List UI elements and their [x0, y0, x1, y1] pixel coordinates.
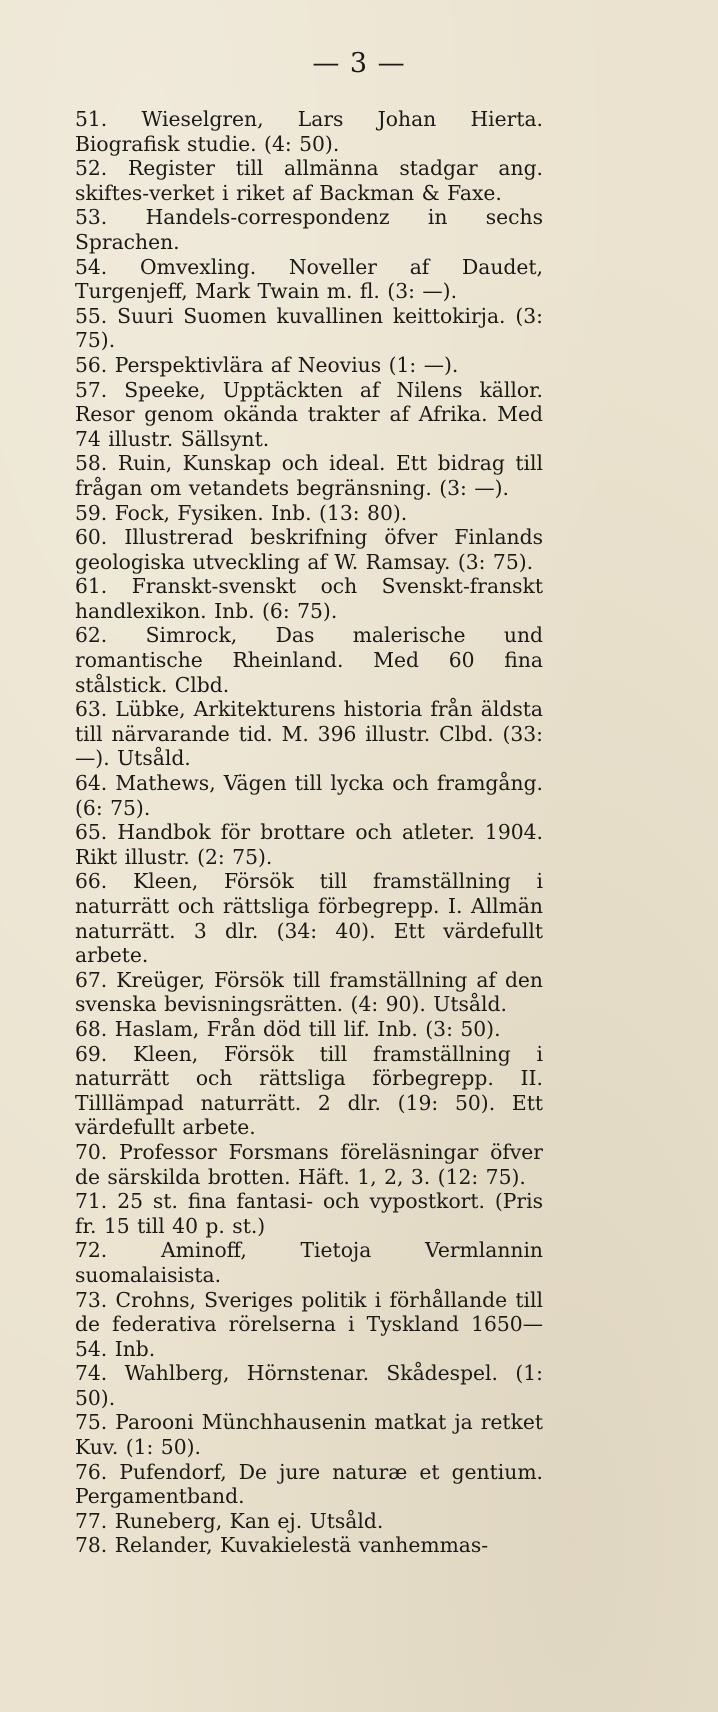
entry-number: 68. [75, 1016, 108, 1041]
entry-number: 73. [75, 1287, 108, 1312]
entry-text: Kleen, Försök till framställning i naturrätt och rättsliga förbegrepp. II. Tilllämpad naturrätt. 2 dlr. (19: 50). Ett värdefullt arbete. [75, 1041, 543, 1140]
entry-number: 66. [75, 869, 108, 894]
entry-number: 74. [75, 1361, 108, 1386]
catalog-entry [75, 378, 543, 452]
catalog-entry [75, 697, 543, 771]
catalog-entry [75, 525, 543, 574]
entry-text: Speeke, Upptäckten af Nilens källor. Resor genom okända trakter af Afrika. Med 74 illustr. Sällsynt. [75, 377, 543, 451]
catalog-entry [75, 1017, 543, 1042]
catalog-entry [75, 1288, 543, 1362]
catalog-entry [75, 1238, 543, 1287]
entry-text: Register till allmänna stadgar ang. skiftes-verket i riket af Backman & Faxe. [75, 156, 544, 205]
entry-text: Wahlberg, Hörnstenar. Skådespel. (1: 50). [75, 1361, 543, 1410]
entry-text: Kleen, Försök till framställning i naturrätt och rättsliga förbegrepp. I. Allmän naturrätt. 3 dlr. (34: 40). Ett värdefullt arbete. [75, 869, 543, 968]
catalog-entry [75, 1533, 543, 1558]
entry-number: 75. [75, 1410, 108, 1435]
catalog-entry [75, 1140, 543, 1189]
entry-text: Relander, Kuvakielestä vanhemmas- [114, 1533, 489, 1558]
entry-text: Haslam, Från död till lif. Inb. (3: 50). [114, 1016, 501, 1041]
entry-text: Handbok för brottare och atleter. 1904. Rikt illustr. (2: 75). [75, 820, 543, 869]
entry-number: 57. [75, 377, 108, 402]
entry-text: Runeberg, Kan ej. Utsåld. [114, 1508, 384, 1533]
entry-number: 76. [75, 1459, 108, 1484]
entry-text: Fock, Fysiken. Inb. (13: 80). [114, 500, 408, 525]
entry-number: 64. [75, 771, 108, 796]
catalog-entry [75, 107, 543, 156]
catalog-entry [75, 1460, 543, 1509]
entry-number: 60. [75, 525, 108, 550]
entry-number: 78. [75, 1533, 108, 1558]
catalog-entry [75, 1189, 543, 1238]
entry-number: 67. [75, 967, 108, 992]
entry-number: 61. [75, 574, 108, 599]
page-number: — 3 — [312, 48, 406, 79]
entry-text: Mathews, Vägen till lycka och framgång. (6: 75). [75, 771, 543, 820]
entry-text: Ruin, Kunskap och ideal. Ett bidrag till frågan om vetandets begränsning. (3: —). [75, 451, 543, 500]
entry-text: Omvexling. Noveller af Daudet, Turgenjeff, Mark Twain m. fl. (3: —). [75, 254, 544, 304]
entry-number: 70. [75, 1139, 108, 1164]
catalog-entry [75, 820, 543, 869]
entry-number: 58. [75, 451, 108, 476]
catalog-entry [75, 304, 543, 353]
entry-number: 71. [75, 1189, 108, 1214]
entry-text: Suuri Suomen kuvallinen keittokirja. (3: 75). [75, 303, 543, 353]
entry-number: 53. [75, 205, 108, 230]
catalog-entry [75, 255, 543, 304]
entry-text: Lübke, Arkitekturens historia från äldsta till närvarande tid. M. 396 illustr. Clbd. (33: —). Utsåld. [75, 697, 543, 771]
catalog-entry [75, 1509, 543, 1534]
entry-text: Wieselgren, Lars Johan Hierta. Biografisk studie. (4: 50). [75, 107, 544, 156]
entry-number: 62. [75, 623, 108, 648]
catalog-entry [75, 1042, 543, 1140]
entry-text: 25 st. fina fantasi- och vypostkort. (Pris fr. 15 till 40 p. st.) [75, 1189, 544, 1238]
catalog-entry-list [75, 107, 543, 1558]
catalog-entry [75, 353, 543, 378]
entry-text: Pufendorf, De jure naturæ et gentium. Pergamentband. [75, 1459, 543, 1509]
catalog-entry [75, 623, 543, 697]
entry-text: Professor Forsmans föreläsningar öfver de särskilda brotten. Häft. 1, 2, 3. (12: 75). [75, 1139, 543, 1189]
entry-text: Handels-correspondenz in sechs Sprachen. [75, 205, 543, 254]
entry-text: Perspektivlära af Neovius (1: —). [114, 352, 459, 377]
catalog-entry [75, 771, 543, 820]
catalog-entry [75, 1361, 543, 1410]
entry-text: Simrock, Das malerische und romantische Rheinland. Med 60 fina stålstick. Clbd. [75, 623, 543, 697]
entry-number: 52. [75, 156, 108, 181]
entry-number: 54. [75, 254, 108, 279]
entry-number: 65. [75, 820, 108, 845]
catalog-entry [75, 205, 543, 254]
entry-text: Illustrerad beskrifning öfver Finlands geologiska utveckling af W. Ramsay. (3: 75). [75, 525, 543, 574]
entry-text: Aminoff, Tietoja Vermlannin suomalaisista. [75, 1238, 543, 1287]
entry-number: 72. [75, 1238, 108, 1263]
entry-text: Parooni Münchhausenin matkat ja retket Kuv. (1: 50). [75, 1410, 544, 1460]
entry-number: 69. [75, 1041, 108, 1066]
catalog-entry [75, 501, 543, 526]
catalog-entry [75, 968, 543, 1017]
entry-text: Franskt-svenskt och Svenskt-franskt handlexikon. Inb. (6: 75). [75, 574, 543, 623]
entry-number: 77. [75, 1508, 108, 1533]
catalog-entry [75, 869, 543, 967]
entry-text: Crohns, Sveriges politik i förhållande till de federativa rörelserna i Tyskland 1650—54. Inb. [75, 1287, 543, 1361]
catalog-entry [75, 451, 543, 500]
entry-number: 55. [75, 303, 108, 328]
entry-number: 51. [75, 107, 108, 131]
catalog-entry [75, 1410, 543, 1459]
entry-number: 59. [75, 500, 108, 525]
catalog-entry [75, 156, 543, 205]
entry-number: 63. [75, 697, 108, 722]
entry-number: 56. [75, 352, 108, 377]
catalog-entry [75, 574, 543, 623]
entry-text: Kreüger, Försök till framställning af den svenska bevisningsrätten. (4: 90). Utsåld. [75, 967, 543, 1017]
